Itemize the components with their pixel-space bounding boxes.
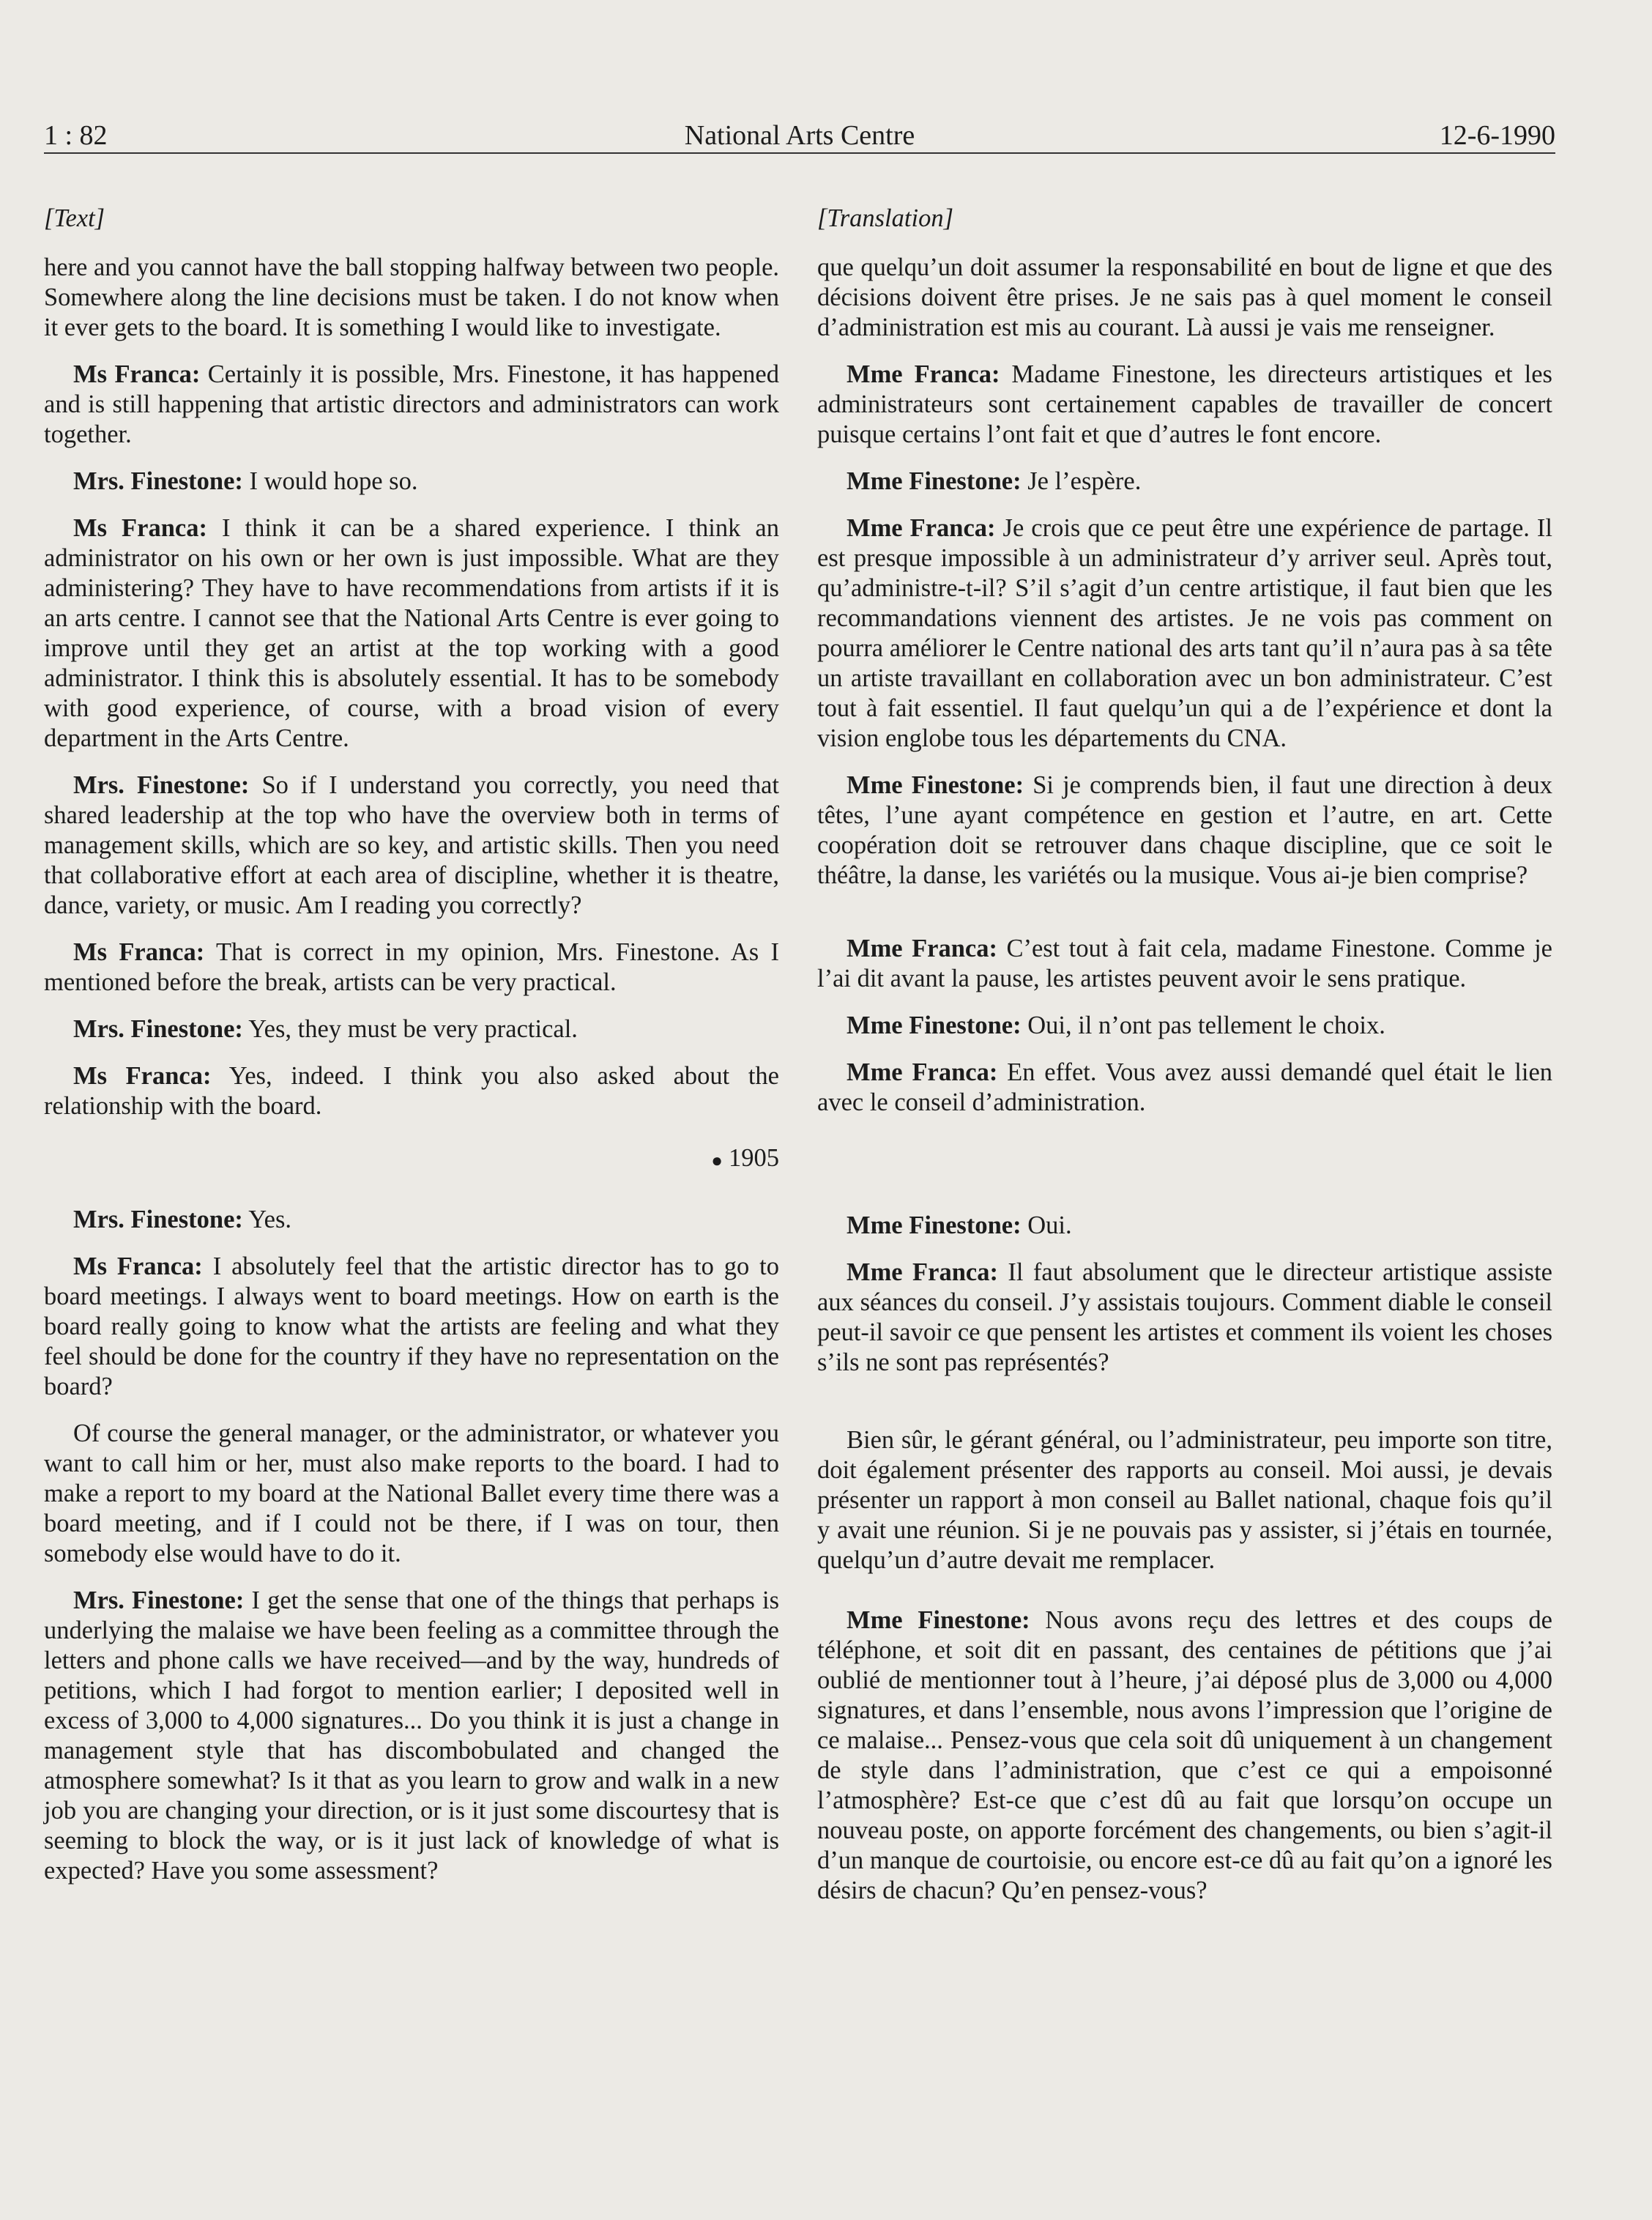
paragraph-text: Nous avons reçu des lettres et des coups de téléphone, et soit dit en passant, des centaines de pétitions que j’ai oublié de mentionner tout à l’heure, j’ai déposé plus de 3,000 ou 4,000 signatures, et dans l’ensemble, nous avons l’impression que l’origine de ce malaise... Pensez-vous que cela soit dû uniquement à un changement de style dans l’administration, que c’est ce qui a empoisonné l’atmosphère? Est-ce que c’est dû au fait que lorsqu’on occupe un nouveau poste, on apporte forcément des changements, ou bien s’agit-il d’un manque de courtoisie, ou encore est-ce dû au fait qu’on a ignoré les désirs de chacun? Qu’en pensez-vous?	[817, 1606, 1552, 1904]
paragraph	[817, 1258, 1552, 1378]
paragraph	[44, 938, 779, 998]
paragraph-text: En effet. Vous avez aussi demandé quel était le lien avec le conseil d’administration.	[817, 1058, 1553, 1116]
paragraph	[817, 360, 1552, 450]
paragraph-gap	[817, 1135, 1552, 1211]
speaker-name: Mme Finestone:	[847, 771, 1024, 799]
paragraph-text: I absolutely feel that the artistic director has to go to board meetings. I always went to board meetings. How on earth is the board really going to know what the artists are feeling and what they feel should be done for the country if they have no representation on the board?	[44, 1252, 779, 1400]
paragraph	[44, 1252, 779, 1402]
speaker-name: Mme Franca:	[847, 1258, 998, 1286]
paragraph	[817, 513, 1552, 754]
paragraph	[44, 253, 779, 343]
paragraph-text: Oui.	[1021, 1211, 1072, 1239]
paragraph-text: Il faut absolument que le directeur artistique assiste aux séances du conseil. J’y assistais toujours. Comment diable le conseil peut-il savoir ce que pensent les artistes et comment ils voient les choses s’ils ne sont pas représentés?	[817, 1258, 1552, 1376]
paragraph	[44, 1014, 779, 1044]
time-marker-text: 1905	[729, 1144, 779, 1172]
speaker-name: Mme Franca:	[847, 935, 997, 962]
paragraph	[44, 1586, 779, 1886]
speaker-name: Mme Franca:	[847, 360, 1000, 388]
paragraph-text: C’est tout à fait cela, madame Finestone. Comme je l’ai dit avant la pause, les artistes peuvent avoir le sens pratique.	[817, 935, 1552, 992]
paragraph	[817, 253, 1552, 343]
paragraph-text: I would hope so.	[242, 467, 418, 495]
speaker-name: Ms Franca:	[73, 1252, 203, 1280]
speaker-name: Ms Franca:	[73, 514, 207, 542]
paragraph-text: que quelqu’un doit assumer la responsabilité en bout de ligne et que des décisions doivent être prises. Je ne sais pas à quel moment le conseil d’administration est mis au courant. Là aussi je vais me renseigner.	[817, 253, 1552, 341]
paragraph-text: Je crois que ce peut être une expérience de partage. Il est presque impossible à un administrateur d’y arriver seul. Après tout, qu’administre-t-il? S’il s’agit d’un centre artistique, il faut bien que les recommandations viennent des artistes. Je ne vois pas comment on pourra améliorer le Centre national des arts tant qu’il n’aura pas à sa tête un artiste travaillant en collaboration avec un bon administrateur. C’est tout à fait essentiel. Il faut quelqu’un qui a de l’expérience et dont la vision englobe tous les départements du CNA.	[817, 514, 1552, 752]
speaker-name: Ms Franca:	[73, 360, 201, 388]
header-rule	[44, 152, 1555, 154]
paragraph-text: I get the sense that one of the things that perhaps is underlying the malaise we have been feeling as a committee through the letters and phone calls we have received—and by the way, hundreds of petitions, which I had forgot to mention earlier; I deposited well in excess of 3,000 to 4,000 signatures... Do you think it is just a change in management style that has discombobulated and changed the atmosphere somewhat? Is it that as you learn to grow and walk in a new job you are changing your direction, or is it just some discourtesy that is seeming to block the way, or is it just lack of knowledge of what is expected? Have you some assessment?	[44, 1586, 779, 1885]
paragraph	[817, 1211, 1552, 1241]
column-label-text: [Text]	[44, 204, 105, 232]
publication-title: National Arts Centre	[684, 120, 915, 151]
paragraph-text: Oui, il n’ont pas tellement le choix.	[1021, 1011, 1385, 1039]
english-column	[44, 204, 779, 1903]
paragraph	[44, 771, 779, 921]
paragraph-gap	[817, 907, 1552, 934]
paragraph	[44, 360, 779, 450]
paragraph-text: Yes, they must be very practical.	[242, 1015, 578, 1043]
paragraph	[44, 467, 779, 497]
paragraph	[44, 1061, 779, 1121]
bullet-icon: ●	[711, 1149, 723, 1171]
page-number: 1 : 82	[44, 120, 108, 151]
speaker-name: Mrs. Finestone:	[73, 1205, 243, 1233]
paragraph-text: I think it can be a shared experience. I think an administrator on his own or her own is just impossible. What are they administering? They have to have recommendations from artists if it is an arts centre. I cannot see that the National Arts Centre is ever going to improve until they get an artist at the top working with a good administrator. I think this is absolutely essential. It has to be somebody with good experience, of course, with a broad vision of every department in the Arts Centre.	[44, 514, 779, 752]
speaker-name: Mrs. Finestone:	[73, 771, 250, 799]
paragraph-gap	[817, 1592, 1552, 1605]
paragraph	[817, 1605, 1552, 1906]
speaker-name: Mme Franca:	[847, 514, 996, 542]
paragraph-text: Yes.	[242, 1205, 292, 1233]
speaker-name: Mme Franca:	[847, 1058, 998, 1086]
speaker-name: Mme Finestone:	[847, 467, 1022, 495]
paragraph-text: Of course the general manager, or the administrator, or whatever you want to call him or her, must also make reports to the board. I had to make a report to my board at the National Ballet every time there was a board meeting, and if I could not be there, if I was on tour, then somebody else would have to do it.	[44, 1419, 779, 1567]
french-column	[817, 204, 1552, 1923]
paragraph	[817, 1011, 1552, 1041]
paragraph	[817, 1058, 1552, 1118]
paragraph-text: here and you cannot have the ball stopping halfway between two people. Somewhere along the line decisions must be taken. I do not know when it ever gets to the board. It is something I would like to investigate.	[44, 253, 780, 341]
paragraph	[817, 467, 1552, 497]
paragraph	[817, 934, 1552, 994]
speaker-name: Mme Finestone:	[847, 1011, 1022, 1039]
paragraph	[817, 771, 1552, 891]
speaker-name: Ms Franca:	[73, 1062, 212, 1090]
paragraph-text: Yes, indeed. I think you also asked about the relationship with the board.	[44, 1062, 779, 1120]
paragraph-text: That is correct in my opinion, Mrs. Finestone. As I mentioned before the break, artists can be very practical.	[44, 938, 779, 996]
paragraph-text: Je l’espère.	[1021, 467, 1142, 495]
publication-date: 12-6-1990	[1439, 120, 1555, 151]
paragraph-text: So if I understand you correctly, you need that shared leadership at the top who have the overview both in terms of management skills, which are so key, and artistic skills. Then you need that collaborative effort at each area of discipline, whether it is theatre, dance, variety, or music. Am I reading you correctly?	[44, 771, 779, 919]
paragraph	[44, 1419, 779, 1569]
speaker-name: Mrs. Finestone:	[73, 1586, 245, 1614]
paragraph	[817, 1425, 1552, 1575]
paragraph-text: Madame Finestone, les directeurs artistiques et les administrateurs sont certainement capables de travailler de concert puisque certains l’ont fait et que d’autres le font encore.	[817, 360, 1552, 448]
paragraph-text: Si je comprends bien, il faut une direction à deux têtes, l’une ayant compétence en gestion et l’autre, en art. Cette coopération doit se retrouver dans chaque discipline, que ce soit le théâtre, la danse, les variétés ou la musique. Vous ai-je bien comprise?	[817, 771, 1552, 889]
time-marker	[44, 1143, 779, 1176]
page-header	[44, 116, 1555, 155]
paragraph-gap	[817, 1395, 1552, 1425]
speaker-name: Ms Franca:	[73, 938, 205, 966]
column-label-translation: [Translation]	[817, 204, 953, 232]
speaker-name: Mrs. Finestone:	[73, 467, 243, 495]
speaker-name: Mrs. Finestone:	[73, 1015, 243, 1043]
paragraph-text: Certainly it is possible, Mrs. Finestone, it has happened and is still happening that artistic directors and administrators can work together.	[44, 360, 779, 448]
paragraph-text: Bien sûr, le gérant général, ou l’administrateur, peu importe son titre, doit également présenter des rapports au conseil. Moi aussi, je devais présenter un rapport à mon conseil au Ballet national, chaque fois qu’il y avait une réunion. Si je ne pouvais pas y assister, si j’étais en tournée, quelqu’un d’autre devait me remplacer.	[817, 1426, 1552, 1574]
paragraph	[44, 1205, 779, 1235]
speaker-name: Mme Finestone:	[847, 1606, 1030, 1634]
paragraph	[44, 513, 779, 754]
speaker-name: Mme Finestone:	[847, 1211, 1022, 1239]
